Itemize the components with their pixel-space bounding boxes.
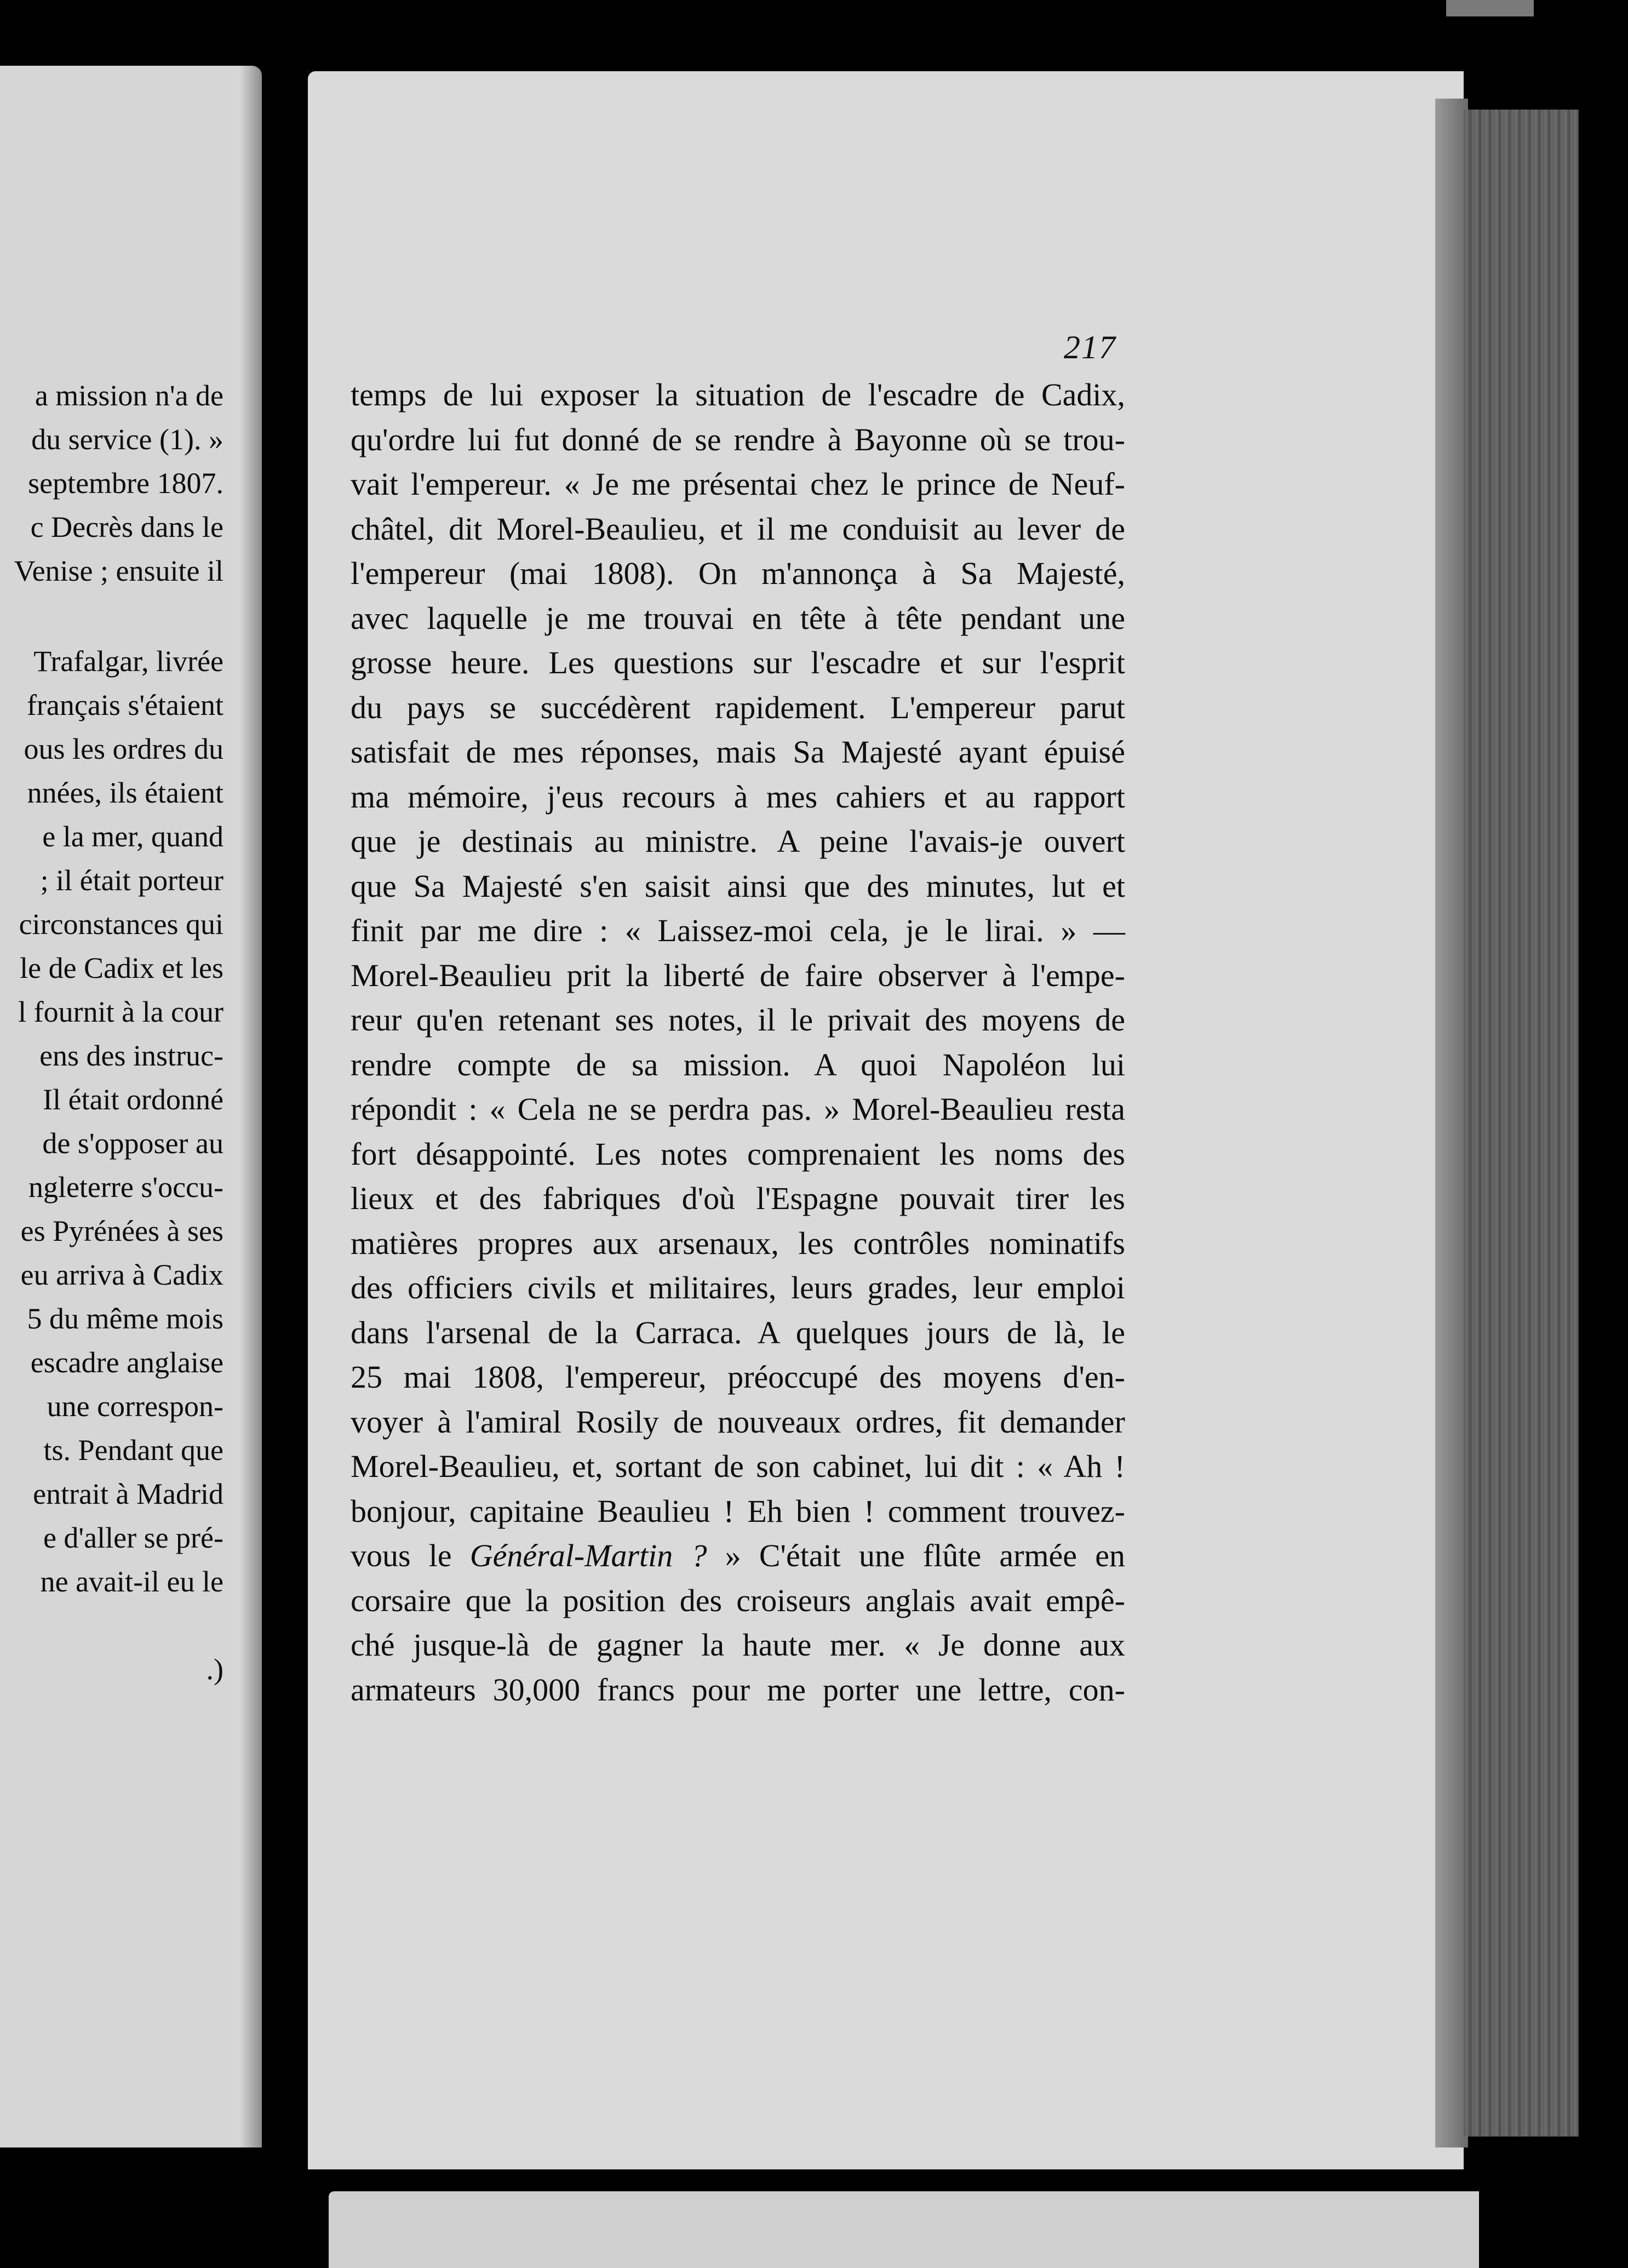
- left-line: eu arriva à Cadix: [20, 1258, 223, 1291]
- text-line: que Sa Majesté s'en saisit ainsi que des minutes, lut et: [351, 868, 1125, 904]
- text-line: du pays se succédèrent rapidement. L'empereur parut: [351, 689, 1125, 725]
- text-line: reur qu'en retenant ses notes, il le privait des moyens de: [351, 1002, 1125, 1038]
- left-line: français s'étaient: [26, 689, 223, 721]
- left-line: ens des instruc-: [39, 1039, 223, 1072]
- text-segment: vous le: [351, 1538, 470, 1573]
- left-line: une correspon-: [47, 1390, 223, 1423]
- left-line: ts. Pendant que: [43, 1434, 223, 1467]
- left-line: ous les ordres du: [24, 732, 223, 765]
- left-line: 5 du même mois: [27, 1302, 223, 1335]
- left-line: e d'aller se pré-: [43, 1521, 223, 1554]
- text-line: corsaire que la position des croiseurs anglais avait empê-: [351, 1582, 1125, 1618]
- left-line: ; il était porteur: [40, 864, 223, 897]
- text-line: dans l'arsenal de la Carraca. A quelques jours de là, le: [351, 1314, 1125, 1350]
- main-page: [308, 71, 1464, 2169]
- left-facing-page: [0, 66, 262, 2147]
- left-line: de s'opposer au: [42, 1127, 223, 1160]
- text-line-with-italic: [351, 1533, 1125, 1578]
- text-line: Morel-Beaulieu prit la liberté de faire observer à l'empe-: [351, 957, 1125, 993]
- text-line: des officiers civils et militaires, leurs grades, leur emploi: [351, 1270, 1125, 1305]
- text-line: satisfait de mes réponses, mais Sa Majesté ayant épuisé: [351, 734, 1125, 770]
- text-segment: » C'était une flûte armée en: [707, 1538, 1125, 1573]
- left-line: l fournit à la cour: [18, 995, 223, 1028]
- text-line: châtel, dit Morel-Beaulieu, et il me conduisit au lever de: [351, 511, 1125, 547]
- text-line: ma mémoire, j'eus recours à mes cahiers et au rapport: [351, 778, 1125, 815]
- left-line: circonstances qui: [19, 908, 223, 941]
- left-line: es Pyrénées à ses: [20, 1215, 223, 1247]
- page-number: 217: [1064, 329, 1116, 365]
- text-line: fort désappointé. Les notes comprenaient les noms des: [351, 1136, 1125, 1172]
- text-line: Morel-Beaulieu, et, sortant de son cabinet, lui dit : « Ah !: [351, 1448, 1125, 1484]
- left-line: ne avait-il eu le: [40, 1565, 223, 1598]
- text-line: l'empereur (mai 1808). On m'annonça à Sa Majesté,: [351, 555, 1125, 591]
- left-line: du service (1). »: [31, 423, 223, 456]
- text-line: avec laquelle je me trouvai en tête à tête pendant une: [351, 600, 1125, 636]
- text-line: rendre compte de sa mission. A quoi Napoléon lui: [351, 1046, 1125, 1083]
- text-line: ché jusque-là de gagner la haute mer. « Je donne aux: [351, 1627, 1125, 1663]
- left-line: escadre anglaise: [30, 1346, 223, 1379]
- left-line: c Decrès dans le: [30, 511, 223, 543]
- left-line: Trafalgar, livrée: [33, 645, 223, 678]
- left-line: Venise ; ensuite il: [14, 554, 223, 587]
- text-line: armateurs 30,000 francs pour me porter une lettre, con-: [351, 1671, 1125, 1708]
- left-line: entrait à Madrid: [33, 1477, 223, 1510]
- text-line: voyer à l'amiral Rosily de nouveaux ordres, fit demander: [351, 1404, 1125, 1440]
- text-line: vait l'empereur. « Je me présentai chez le prince de Neuf-: [351, 466, 1125, 502]
- left-line: .): [206, 1653, 223, 1686]
- left-line: le de Cadix et les: [20, 952, 223, 984]
- gutter-shadow: [240, 66, 262, 2147]
- text-line: matières propres aux arsenaux, les contrôles nominatifs: [351, 1225, 1125, 1261]
- page-body-text: [351, 373, 1125, 1712]
- text-line: répondit : « Cela ne se perdra pas. » Morel-Beaulieu resta: [351, 1091, 1125, 1127]
- ship-name-italic: Général-Martin ?: [469, 1538, 707, 1573]
- book-top-edge: [1446, 0, 1534, 16]
- text-line: bonjour, capitaine Beaulieu ! Eh bien ! comment trouvez-: [351, 1493, 1125, 1529]
- left-line: ngleterre s'occu-: [28, 1171, 223, 1204]
- text-line: 25 mai 1808, l'empereur, préoccupé des moyens d'en-: [351, 1359, 1125, 1395]
- page-stack-edge: [1435, 99, 1468, 2147]
- text-line: lieux et des fabriques d'où l'Espagne pouvait tirer les: [351, 1181, 1125, 1216]
- text-line: que je destinais au ministre. A peine l'avais-je ouvert: [351, 823, 1125, 859]
- text-line: finit par me dire : « Laissez-moi cela, je le lirai. » —: [351, 913, 1125, 948]
- book-fore-edge: [1464, 110, 1579, 2137]
- text-line: qu'ordre lui fut donné de se rendre à Bayonne où se trou-: [351, 421, 1125, 457]
- left-line: Il était ordonné: [43, 1083, 223, 1116]
- left-line: nnées, ils étaient: [27, 776, 223, 809]
- next-page-edge: [329, 2191, 1479, 2268]
- left-line: e la mer, quand: [42, 820, 223, 853]
- left-page-text: [0, 66, 262, 2147]
- text-line: temps de lui exposer la situation de l'escadre de Cadix,: [351, 377, 1125, 413]
- left-line: septembre 1807.: [28, 467, 223, 500]
- left-line: a mission n'a de: [35, 379, 223, 412]
- text-line: grosse heure. Les questions sur l'escadre et sur l'esprit: [351, 645, 1125, 680]
